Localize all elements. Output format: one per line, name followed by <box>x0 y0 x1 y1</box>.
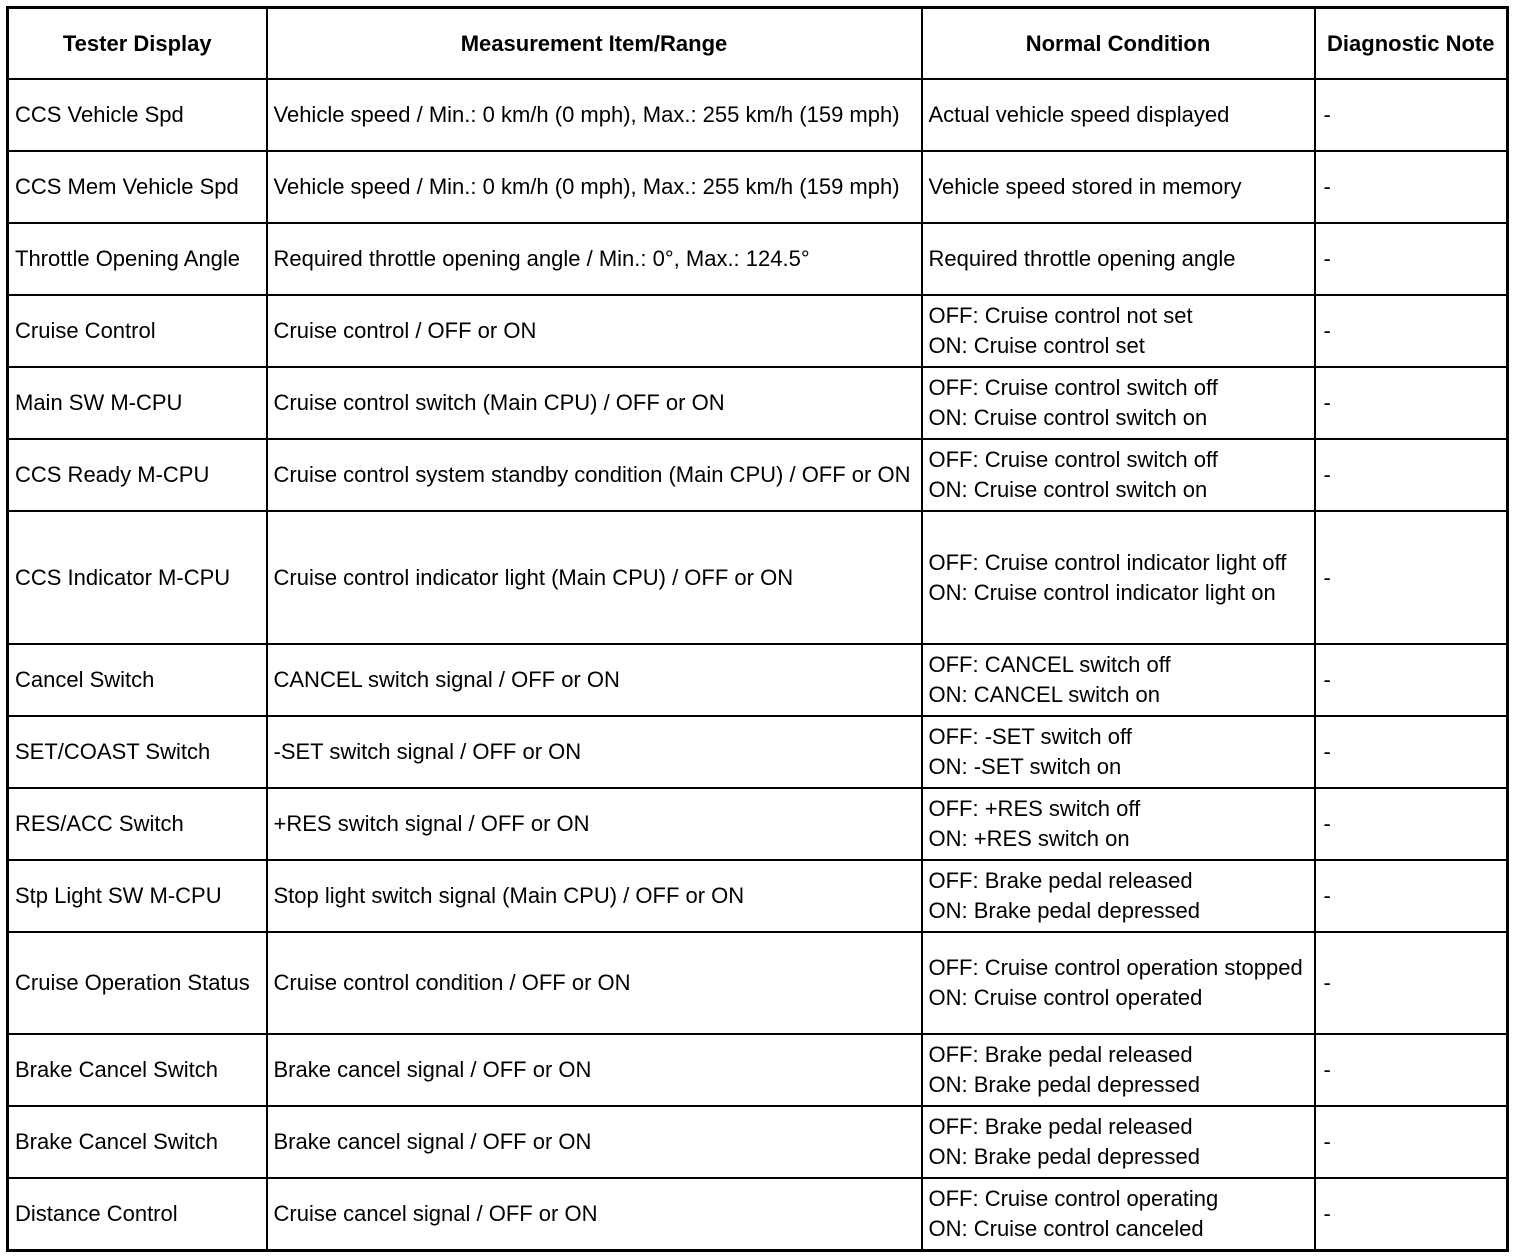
tester-display-cell: Throttle Opening Angle <box>8 223 267 295</box>
normal-condition-cell <box>922 644 1315 716</box>
condition-line: OFF: Cruise control not set <box>928 303 1193 328</box>
header-row <box>8 8 1508 80</box>
tester-display-cell: CCS Mem Vehicle Spd <box>8 151 267 223</box>
table-row <box>8 223 1508 295</box>
table-row <box>8 79 1508 151</box>
table-row <box>8 1106 1508 1178</box>
measurement-cell: Stop light switch signal (Main CPU) / OFF or ON <box>267 860 922 932</box>
table-row <box>8 716 1508 788</box>
condition-line: OFF: Cruise control switch off <box>928 375 1218 400</box>
tester-display-cell: CCS Indicator M-CPU <box>8 511 267 644</box>
condition-line: OFF: Cruise control indicator light off <box>928 549 1287 575</box>
condition-line: ON: Cruise control indicator light on <box>928 579 1276 605</box>
condition-line: ON: Brake pedal depressed <box>928 1144 1200 1169</box>
condition-line: OFF: Brake pedal released <box>928 1114 1193 1139</box>
tester-display-cell: RES/ACC Switch <box>8 788 267 860</box>
tester-display-cell: Cruise Control <box>8 295 267 367</box>
table-row <box>8 644 1508 716</box>
measurement-cell: Cruise control condition / OFF or ON <box>267 932 922 1034</box>
condition-line: ON: Brake pedal depressed <box>928 1072 1200 1097</box>
condition-line: ON: Cruise control switch on <box>928 405 1208 430</box>
normal-condition-cell <box>922 151 1315 223</box>
normal-condition-cell <box>922 788 1315 860</box>
measurement-cell: Brake cancel signal / OFF or ON <box>267 1034 922 1106</box>
diagnostic-note-cell: - <box>1315 151 1508 223</box>
normal-condition-cell <box>922 295 1315 367</box>
condition-line: OFF: -SET switch off <box>928 724 1132 749</box>
tester-display-cell: CCS Vehicle Spd <box>8 79 267 151</box>
measurement-cell: Cruise control switch (Main CPU) / OFF or ON <box>267 367 922 439</box>
table-row <box>8 439 1508 511</box>
diagnostic-note-cell: - <box>1315 932 1508 1034</box>
normal-condition-cell <box>922 223 1315 295</box>
condition-line: OFF: +RES switch off <box>928 796 1141 821</box>
condition-line: Required throttle opening angle <box>928 246 1236 271</box>
diagnostic-note-cell: - <box>1315 1178 1508 1251</box>
normal-condition-cell <box>922 439 1315 511</box>
table-header <box>8 8 1508 80</box>
table-row <box>8 295 1508 367</box>
condition-line: OFF: Brake pedal released <box>928 868 1193 893</box>
diagnostic-note-cell: - <box>1315 716 1508 788</box>
table-row <box>8 860 1508 932</box>
normal-condition-cell <box>922 1034 1315 1106</box>
diagnostic-note-cell: - <box>1315 367 1508 439</box>
measurement-cell: Vehicle speed / Min.: 0 km/h (0 mph), Max.: 255 km/h (159 mph) <box>267 79 922 151</box>
table-row <box>8 151 1508 223</box>
tester-display-cell: SET/COAST Switch <box>8 716 267 788</box>
measurement-cell: Cruise control indicator light (Main CPU) / OFF or ON <box>267 511 922 644</box>
condition-line: OFF: CANCEL switch off <box>928 652 1171 677</box>
condition-line: ON: Cruise control set <box>928 333 1145 358</box>
diagnostic-note-cell: - <box>1315 1106 1508 1178</box>
condition-line: ON: CANCEL switch on <box>928 682 1160 707</box>
normal-condition-cell <box>922 860 1315 932</box>
tester-display-cell: Stp Light SW M-CPU <box>8 860 267 932</box>
table-row <box>8 367 1508 439</box>
diagnostic-note-cell: - <box>1315 1034 1508 1106</box>
condition-line: OFF: Cruise control operating <box>928 1186 1219 1211</box>
table-row <box>8 788 1508 860</box>
tester-display-cell: Cruise Operation Status <box>8 932 267 1034</box>
condition-line: ON: Brake pedal depressed <box>928 898 1200 923</box>
measurement-cell: Required throttle opening angle / Min.: 0°, Max.: 124.5° <box>267 223 922 295</box>
normal-condition-cell <box>922 716 1315 788</box>
condition-line: ON: +RES switch on <box>928 826 1130 851</box>
normal-condition-cell <box>922 79 1315 151</box>
condition-line: ON: Cruise control switch on <box>928 477 1208 502</box>
table-row <box>8 1178 1508 1251</box>
measurement-cell: Vehicle speed / Min.: 0 km/h (0 mph), Max.: 255 km/h (159 mph) <box>267 151 922 223</box>
diagnostic-note-cell: - <box>1315 788 1508 860</box>
tester-display-cell: Distance Control <box>8 1178 267 1251</box>
measurement-cell: Brake cancel signal / OFF or ON <box>267 1106 922 1178</box>
condition-line: OFF: Cruise control operation stopped <box>928 955 1303 980</box>
condition-line: OFF: Cruise control switch off <box>928 447 1218 472</box>
diagnostic-note-cell: - <box>1315 439 1508 511</box>
table-row <box>8 1034 1508 1106</box>
table-row <box>8 932 1508 1034</box>
diagnostic-note-cell: - <box>1315 860 1508 932</box>
normal-condition-cell <box>922 367 1315 439</box>
measurement-cell: Cruise cancel signal / OFF or ON <box>267 1178 922 1251</box>
tester-display-cell: CCS Ready M-CPU <box>8 439 267 511</box>
measurement-cell: Cruise control / OFF or ON <box>267 295 922 367</box>
measurement-cell: +RES switch signal / OFF or ON <box>267 788 922 860</box>
data-list-table <box>6 6 1509 1252</box>
condition-line: ON: -SET switch on <box>928 754 1122 779</box>
table-row <box>8 511 1508 644</box>
diagnostic-note-cell: - <box>1315 511 1508 644</box>
normal-condition-cell <box>922 1106 1315 1178</box>
header-tester-display: Tester Display <box>8 8 267 80</box>
measurement-cell: -SET switch signal / OFF or ON <box>267 716 922 788</box>
diagnostic-note-cell: - <box>1315 295 1508 367</box>
condition-line: ON: Cruise control operated <box>928 985 1203 1010</box>
diagnostic-note-cell: - <box>1315 223 1508 295</box>
diagnostic-note-cell: - <box>1315 79 1508 151</box>
measurement-cell: Cruise control system standby condition (Main CPU) / OFF or ON <box>267 439 922 511</box>
measurement-cell: CANCEL switch signal / OFF or ON <box>267 644 922 716</box>
condition-line: ON: Cruise control canceled <box>928 1216 1204 1241</box>
normal-condition-cell <box>922 511 1315 644</box>
header-diagnostic-note: Diagnostic Note <box>1315 8 1508 80</box>
normal-condition-cell <box>922 932 1315 1034</box>
normal-condition-cell <box>922 1178 1315 1251</box>
tester-display-cell: Cancel Switch <box>8 644 267 716</box>
tester-display-cell: Brake Cancel Switch <box>8 1106 267 1178</box>
condition-line: Vehicle speed stored in memory <box>928 174 1242 199</box>
header-normal-condition: Normal Condition <box>922 8 1315 80</box>
condition-line: Actual vehicle speed displayed <box>928 102 1230 127</box>
header-measurement-item: Measurement Item/Range <box>267 8 922 80</box>
tester-display-cell: Brake Cancel Switch <box>8 1034 267 1106</box>
diagnostic-note-cell: - <box>1315 644 1508 716</box>
tester-display-cell: Main SW M-CPU <box>8 367 267 439</box>
condition-line: OFF: Brake pedal released <box>928 1042 1193 1067</box>
